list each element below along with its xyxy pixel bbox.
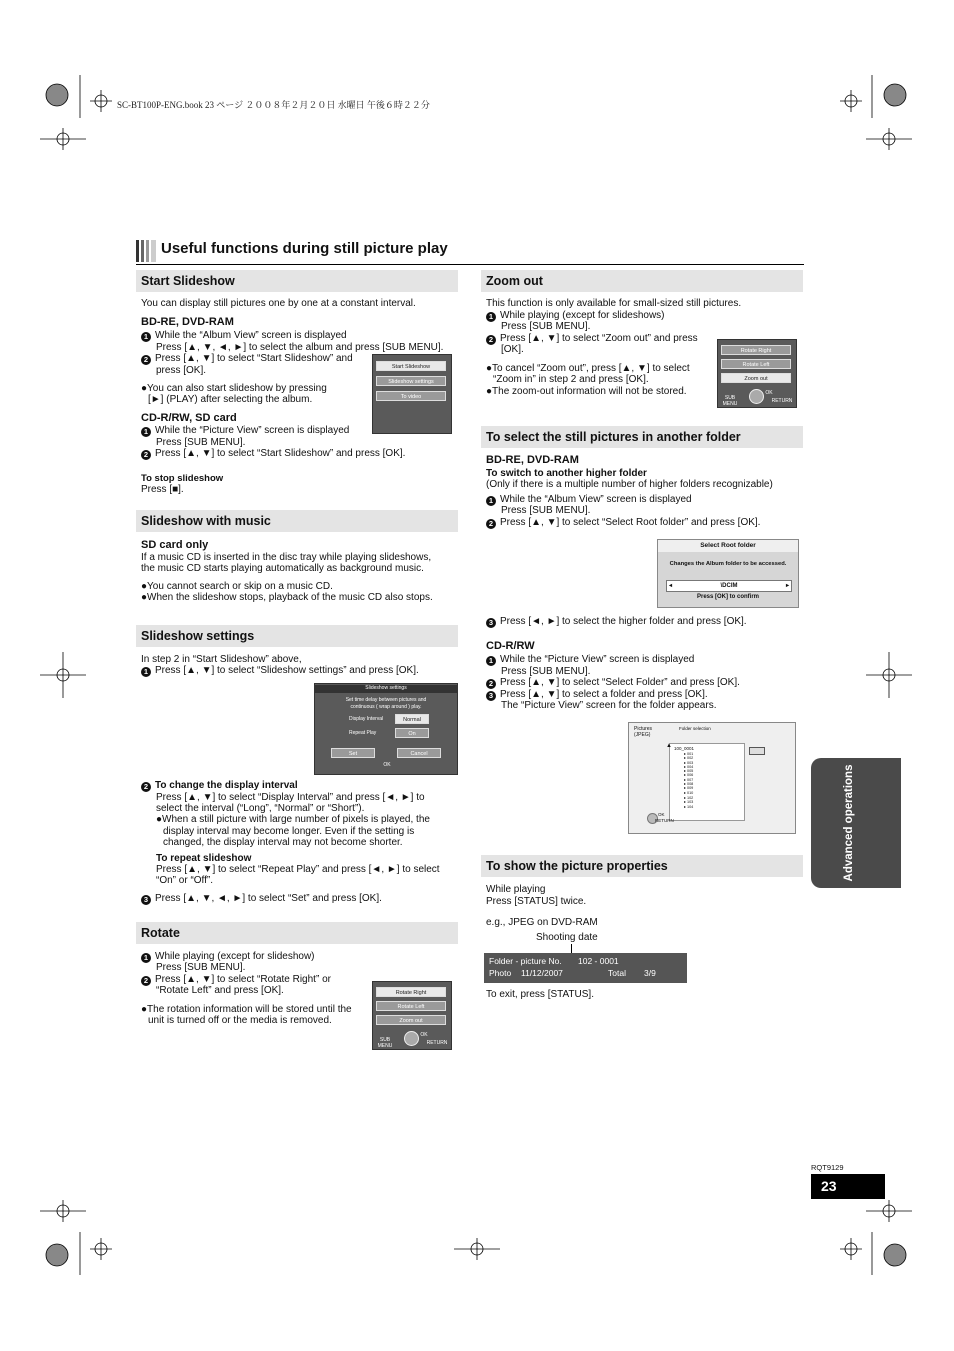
rotate-note-b: unit is turned off or the media is removed. — [148, 1015, 332, 1026]
root-folder-select[interactable]: ◂ \DCIM ▸ — [666, 580, 792, 592]
folder-item[interactable]: ▸ 010 — [684, 790, 694, 795]
music-note2: ●When the slideshow stops, playback of the music CD also stops. — [141, 592, 433, 603]
status-date: 11/12/2007 — [521, 968, 563, 978]
folder-item[interactable]: ▸ 001 — [684, 752, 694, 756]
menu-slideshow-settings[interactable]: Slideshow settings — [376, 376, 446, 386]
row1-label: Display Interval — [349, 716, 384, 722]
menu-rotate-left[interactable]: Rotate Left — [376, 1001, 446, 1011]
zoom-out-heading: Zoom out — [481, 270, 803, 292]
bd-step1: 1 While the “Album View” screen is displayed — [141, 330, 347, 342]
zoom-intro: This function is only available for small-sized still pictures. — [486, 298, 742, 309]
slideshow-music-heading: Slideshow with music — [136, 510, 458, 532]
row2-label: Repeat Play — [349, 730, 377, 736]
bd-step1-b: Press [▲, ▼, ◄, ►] to select the album and press [SUB MENU]. — [156, 342, 444, 353]
cd-step2: 2 Press [▲, ▼] to select “Start Slideshow” and press [OK]. — [141, 448, 405, 460]
zoom-menu-screen — [717, 339, 797, 408]
settings-step2: 2 To change the display interval — [141, 780, 298, 792]
cd-step1-b: Press [SUB MENU]. — [156, 437, 246, 448]
rotate-step2-b: “Rotate Left” and press [OK]. — [156, 985, 284, 996]
zoom-note1-b: “Zoom in” in step 2 and press [OK]. — [493, 374, 649, 385]
prop-line1: While playing — [486, 884, 546, 895]
rotate-note-a: ●The rotation information will be stored until the — [141, 1004, 352, 1015]
zoom-note2: ●The zoom-out information will not be stored. — [486, 386, 687, 397]
bd-note-a: ●You can also start slideshow by pressing — [141, 383, 327, 394]
dialog-confirm: Press [OK] to confirm — [696, 594, 759, 600]
prop-eg: e.g., JPEG on DVD-RAM — [486, 917, 598, 928]
cd-heading: CD-R/RW, SD card — [141, 412, 237, 424]
ok-dial-icon — [749, 389, 764, 404]
display-interval-select[interactable]: Normal — [395, 714, 429, 724]
repeat1: Press [▲, ▼] to select “Repeat Play” and press [◄, ►] to select — [156, 864, 440, 875]
bd-heading-right: BD-RE, DVD-RAM — [486, 454, 579, 466]
select-root-folder-dialog — [657, 539, 799, 608]
fs-pictures: Pictures — [634, 726, 653, 732]
status-r1-value: 102 - 0001 — [578, 956, 619, 966]
interval2: select the interval (“Long”, “Normal” or “Short”). — [156, 803, 365, 814]
folder-item[interactable]: ▸ 103 — [684, 800, 694, 805]
switch-note: (Only if there is a multiple number of higher folders recognizable) — [486, 479, 773, 490]
folder-step1: 1 While the “Album View” screen is displayed — [486, 494, 692, 506]
folder-item[interactable]: ▸ 104 — [684, 804, 694, 809]
rotate-step2: 2 Press [▲, ▼] to select “Rotate Right” or — [141, 974, 331, 986]
print-header: SC-BT100P-ENG.book 23 ページ ２００８年２月２０日 水曜日 午後６時２２分 — [117, 100, 430, 110]
screen-title: Slideshow settings — [315, 685, 457, 693]
cd-folder-step2: 2 Press [▲, ▼] to select “Select Folder” and press [OK]. — [486, 677, 740, 689]
stop-text: Press [■]. — [141, 484, 184, 495]
folder-list — [684, 752, 693, 795]
repeat2: “On” or “Off”. — [156, 875, 214, 886]
music-note1: ●You cannot search or skip on a music CD. — [141, 581, 333, 592]
fs-return: RETURN — [655, 818, 674, 823]
cdrw-heading: CD-R/RW — [486, 640, 535, 652]
status-r1-label: Folder - picture No. — [489, 956, 562, 966]
cd-step1: 1 While the “Picture View” screen is displayed — [141, 425, 349, 437]
repeat-play-select[interactable]: On — [395, 728, 429, 738]
folder-item[interactable]: ▸ 003 — [684, 760, 694, 765]
repeat-heading: To repeat slideshow — [156, 853, 252, 864]
right-arrow-icon[interactable]: ▸ — [785, 583, 789, 589]
left-arrow-icon[interactable]: ◂ — [669, 583, 673, 589]
music-line1: If a music CD is inserted in the disc tray while playing slideshows, — [141, 552, 432, 563]
preview-thumb — [749, 747, 765, 755]
cd-folder-step3-b: The “Picture View” screen for the folder appears. — [501, 700, 717, 711]
folder-item[interactable]: ▸ 002 — [684, 756, 694, 761]
settings-step1: 1 Press [▲, ▼] to select “Slideshow settings” and press [OK]. — [141, 665, 419, 677]
cd-folder-step1-b: Press [SUB MENU]. — [501, 666, 591, 677]
page-title: Useful functions during still picture play — [161, 240, 448, 257]
cd-folder-step1: 1 While the “Picture View” screen is displayed — [486, 654, 694, 666]
start-slideshow-menu-screen — [372, 354, 452, 434]
zoom-step1-b: Press [SUB MENU]. — [501, 321, 591, 332]
interval4: display interval may become longer. Even if the setting is — [163, 826, 415, 837]
menu-to-video[interactable]: To video — [376, 391, 446, 401]
menu-zoom-out[interactable]: Zoom out — [721, 373, 791, 383]
rotate-menu-screen — [372, 981, 452, 1050]
slideshow-settings-heading: Slideshow settings — [136, 625, 458, 647]
side-tab — [811, 758, 901, 888]
folder-tree[interactable] — [669, 743, 745, 821]
rotate-step1: 1 While playing (except for slideshow) — [141, 951, 315, 963]
menu-rotate-right[interactable]: Rotate Right — [721, 345, 791, 355]
prop-shooting: Shooting date — [536, 932, 598, 943]
start-slideshow-intro: You can display still pictures one by one at a constant interval. — [141, 298, 416, 309]
bd-step2-b: press [OK]. — [156, 365, 207, 376]
status-total-label: Total — [608, 968, 626, 978]
switch-heading: To switch to another higher folder — [486, 468, 647, 479]
fs-ok: OK — [658, 812, 665, 817]
interval1: Press [▲, ▼] to select “Display Interval” and press [◄, ►] to — [156, 792, 425, 803]
menu-rotate-right[interactable]: Rotate Right — [376, 987, 446, 997]
another-folder-heading: To select the still pictures in another folder — [481, 426, 803, 448]
cancel-button[interactable]: Cancel — [397, 748, 441, 758]
prop-exit: To exit, press [STATUS]. — [486, 989, 594, 1000]
folder-step3: 3 Press [◄, ►] to select the higher folder and press [OK]. — [486, 616, 747, 628]
slideshow-settings-screen — [314, 683, 458, 775]
folder-list-2 — [684, 796, 693, 809]
status-total: 3/9 — [644, 968, 656, 978]
ok-hint: OK — [383, 762, 391, 768]
title-bars-decoration — [136, 240, 156, 262]
menu-rotate-left[interactable]: Rotate Left — [721, 359, 791, 369]
rotate-heading: Rotate — [136, 922, 458, 944]
prop-line2: Press [STATUS] twice. — [486, 896, 587, 907]
ok-dial-icon — [404, 1031, 419, 1046]
side-tab-label: Advanced operations — [843, 764, 855, 882]
zoom-step2-b: [OK]. — [501, 344, 524, 355]
set-button[interactable]: Set — [331, 748, 375, 758]
bd-note-b: [►] (PLAY) after selecting the album. — [148, 394, 313, 405]
folder-item[interactable]: ▸ 009 — [684, 786, 694, 791]
ok-hint: OK — [420, 1032, 428, 1038]
settings-line1: In step 2 in “Start Slideshow” above, — [141, 654, 302, 665]
screen-desc2: continuous ( wrap around ) play. — [350, 704, 422, 710]
rotate-step1-b: Press [SUB MENU]. — [156, 962, 246, 973]
folder-step2: 2 Press [▲, ▼] to select “Select Root folder” and press [OK]. — [486, 517, 760, 529]
folder-item[interactable]: ▸ 007 — [684, 777, 694, 782]
page-number: 23 — [811, 1174, 885, 1199]
fs-jpeg: (JPEG) — [634, 732, 651, 738]
scroll-up-icon[interactable]: ▲ — [666, 743, 672, 749]
properties-heading: To show the picture properties — [481, 855, 803, 877]
return-hint: RETURN — [771, 398, 793, 404]
submenu-hint: SUB MENU — [722, 395, 738, 407]
folder-selection-screen — [628, 722, 796, 834]
zoom-note1-a: ●To cancel “Zoom out”, press [▲, ▼] to select — [486, 363, 690, 374]
dialog-message: Changes the Album folder to be accessed. — [669, 561, 787, 567]
sd-card-only: SD card only — [141, 539, 209, 551]
dialog-title: Select Root folder — [658, 540, 798, 552]
screen-desc1: Set time delay between pictures and — [345, 697, 427, 703]
submenu-hint: SUB MENU — [377, 1037, 393, 1049]
fs-title: Folder selection — [679, 726, 711, 731]
interval3: ●When a still picture with large number of pixels is played, the — [156, 814, 430, 825]
music-line2: the music CD starts playing automatically as background music. — [141, 563, 424, 574]
cd-folder-step3: 3 Press [▲, ▼] to select a folder and press [OK]. — [486, 689, 708, 701]
folder-item[interactable]: ▸ 006 — [684, 773, 694, 778]
interval5: changed, the display interval may not become shorter. — [163, 837, 403, 848]
folder-step1-b: Press [SUB MENU]. — [501, 505, 591, 516]
page-title-block — [136, 236, 804, 265]
status-display — [484, 953, 687, 983]
stop-heading: To stop slideshow — [141, 473, 224, 484]
folder-item[interactable]: ▸ 005 — [684, 769, 694, 774]
settings-step3: 3 Press [▲, ▼, ◄, ►] to select “Set” and press [OK]. — [141, 893, 382, 905]
start-slideshow-heading: Start Slideshow — [136, 270, 458, 292]
fs-root[interactable]: 100_0001 — [674, 746, 695, 751]
return-hint: RETURN — [426, 1040, 448, 1046]
zoom-step1: 1 While playing (except for slideshows) — [486, 310, 665, 322]
menu-zoom-out[interactable]: Zoom out — [376, 1015, 446, 1025]
ok-hint: OK — [765, 390, 773, 396]
bd-heading: BD-RE, DVD-RAM — [141, 316, 234, 328]
folder-item[interactable]: ▸ 004 — [684, 764, 694, 769]
folder-item[interactable]: ▸ 102 — [684, 796, 694, 800]
menu-start-slideshow[interactable]: Start Slideshow — [376, 361, 446, 371]
status-r2-label: Photo — [489, 968, 512, 978]
folder-item[interactable]: ▸ 008 — [684, 782, 694, 787]
doc-code: RQT9129 — [811, 1163, 844, 1172]
zoom-step2: 2 Press [▲, ▼] to select “Zoom out” and press — [486, 333, 698, 345]
bd-step2: 2 Press [▲, ▼] to select “Start Slideshow” and — [141, 353, 353, 365]
